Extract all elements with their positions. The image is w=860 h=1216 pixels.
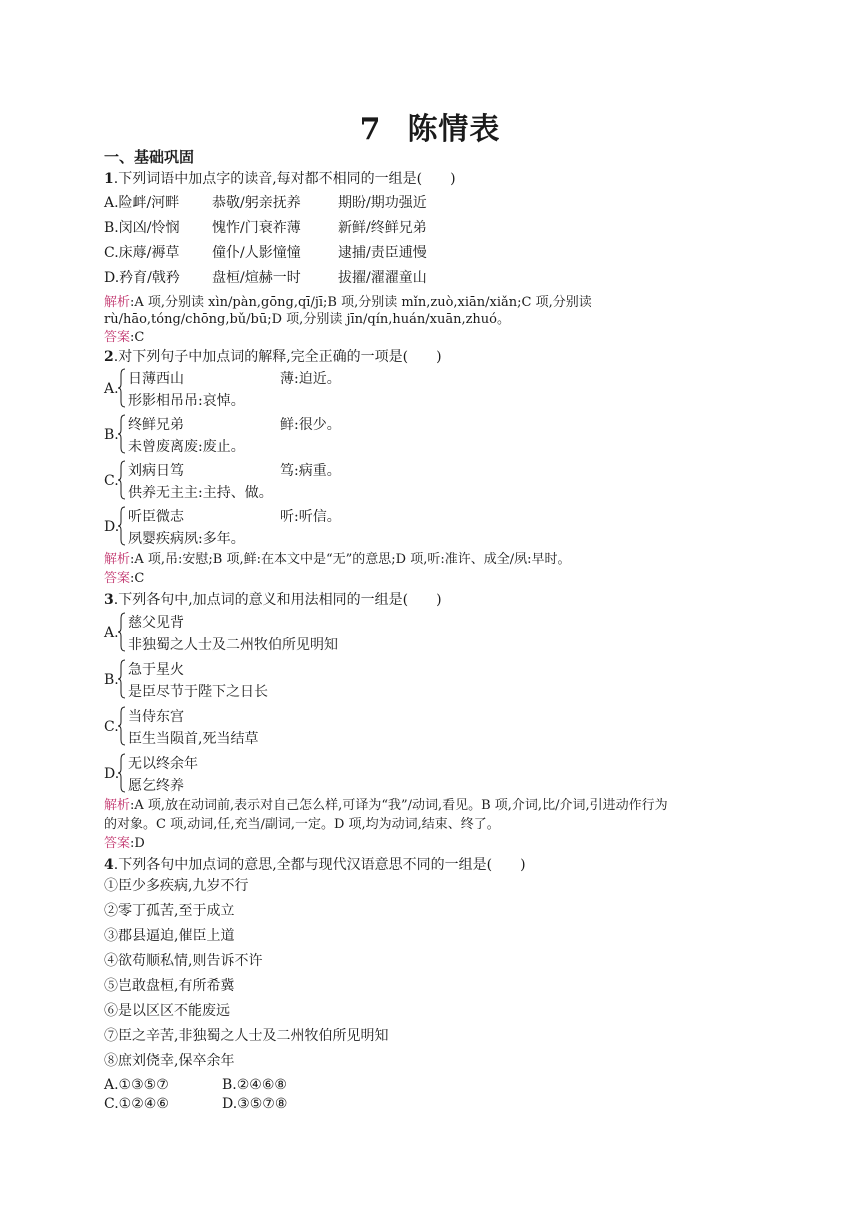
question-4-item: ①臣少多疾病,九岁不行: [104, 878, 249, 894]
question-4-stem: 4.下列各句中加点词的意思,全都与现代汉语意思不同的一组是( ): [104, 857, 526, 873]
question-4-item: ③郡县逼迫,催臣上道: [104, 928, 235, 944]
choice-a: A.①③⑤⑦: [104, 1077, 169, 1093]
question-2-stem: 2.对下列句子中加点词的解释,完全正确的一项是( ): [104, 349, 442, 365]
question-2-answer: 答案:C: [104, 571, 145, 586]
choice-c: C.①②④⑥: [104, 1096, 169, 1112]
question-1-answer: 答案:C: [104, 330, 145, 345]
answer-label: 答案: [104, 836, 131, 851]
question-4-item: ②零丁孤苦,至于成立: [104, 903, 235, 919]
question-2-option-c: C. 刘病日笃 笃:病重。 供养无主主:主持、做。: [104, 460, 744, 504]
question-4-item: ④欲苟顺私情,则告诉不许: [104, 953, 263, 969]
question-4-item: ⑦臣之辛苦,非独蜀之人士及二州牧伯所见明知: [104, 1028, 389, 1044]
answer-label: 答案: [104, 330, 131, 345]
answer-label: 答案: [104, 571, 131, 586]
question-1-option-b: B.闵凶/怜悯 愧怍/门衰祚薄 新鲜/终鲜兄弟: [104, 220, 427, 236]
question-number: 4: [104, 857, 114, 873]
question-2-analysis: 解析:A 项,吊:安慰;B 项,鲜:在本文中是“无”的意思;D 项,听:准许、成全/夙:早时。: [104, 552, 571, 567]
question-3-option-a: A. 慈父见背 非独蜀之人士及二州牧伯所见明知: [104, 612, 744, 656]
analysis-label: 解析: [104, 552, 131, 567]
question-1-option-a: A.险衅/河畔 恭敬/躬亲抚养 期盼/期功强近: [104, 195, 427, 211]
question-2-option-d: D. 听臣微志 听:听信。 夙婴疾病夙:多年。: [104, 506, 744, 550]
question-3-option-b: B. 急于星火 是臣尽节于陛下之日长: [104, 659, 744, 703]
question-1-option-c: C.床蓐/褥草 僮仆/人影憧憧 逮捕/责臣逋慢: [104, 245, 427, 261]
question-4-item: ⑧庶刘侥幸,保卒余年: [104, 1053, 235, 1069]
brace-icon: [118, 368, 126, 408]
section-heading: 一、基础巩固: [104, 148, 195, 166]
question-number: 1: [104, 171, 114, 187]
question-1-analysis: 解析:A 项,分别读 xìn/pàn,gōng,qī/jī;B 项,分别读 mǐn,zuò,xiān/xiǎn;C 项,分别读: [104, 295, 592, 310]
brace-icon: [118, 706, 126, 746]
brace-icon: [118, 414, 126, 454]
question-3-stem: 3.下列各句中,加点词的意义和用法相同的一组是( ): [104, 592, 442, 608]
question-4-choices-row-1: [104, 1076, 287, 1094]
brace-icon: [118, 460, 126, 500]
analysis-label: 解析: [104, 798, 131, 813]
lesson-title: 陈情表: [407, 112, 501, 147]
page-title: [0, 104, 860, 148]
question-2-option-a: A. 日薄西山 薄:迫近。 形影相吊吊:哀悼。: [104, 368, 744, 412]
choice-b: B.②④⑥⑧: [222, 1077, 287, 1093]
question-4-item: ⑥是以区区不能废远: [104, 1003, 230, 1019]
question-3-analysis: 解析:A 项,放在动词前,表示对自己怎么样,可译为“我”/动词,看见。B 项,介词,比/介词,引进动作行为: [104, 798, 668, 813]
question-4-item: ⑤岂敢盘桓,有所希冀: [104, 978, 235, 994]
question-1-stem: 1.下列词语中加点字的读音,每对都不相同的一组是( ): [104, 171, 456, 187]
analysis-label: 解析: [104, 295, 131, 310]
question-number: 3: [104, 592, 114, 608]
brace-icon: [118, 659, 126, 699]
question-1-option-d: D.矜育/戟矜 盘桓/煊赫一时 拔擢/濯濯童山: [104, 270, 427, 286]
brace-icon: [118, 612, 126, 652]
question-3-option-c: C. 当侍东宫 臣生当陨首,死当结草: [104, 706, 744, 750]
question-number: 2: [104, 349, 114, 365]
question-3-analysis-cont: 的对象。C 项,动词,任,充当/副词,一定。D 项,均为动词,结束、终了。: [104, 817, 500, 832]
brace-icon: [118, 753, 126, 793]
brace-icon: [118, 506, 126, 546]
choice-d: D.③⑤⑦⑧: [222, 1096, 288, 1112]
question-3-answer: 答案:D: [104, 836, 145, 851]
question-4-choices-row-2: [104, 1095, 287, 1113]
question-2-option-b: B. 终鲜兄弟 鲜:很少。 未曾废离废:废止。: [104, 414, 744, 458]
lesson-number: 7: [359, 112, 382, 147]
question-3-option-d: D. 无以终余年 愿乞终养: [104, 753, 744, 797]
question-1-analysis-cont: rù/hāo,tóng/chōng,bǔ/bū;D 项,分别读 jīn/qín,huán/xuān,zhuó。: [104, 312, 511, 327]
